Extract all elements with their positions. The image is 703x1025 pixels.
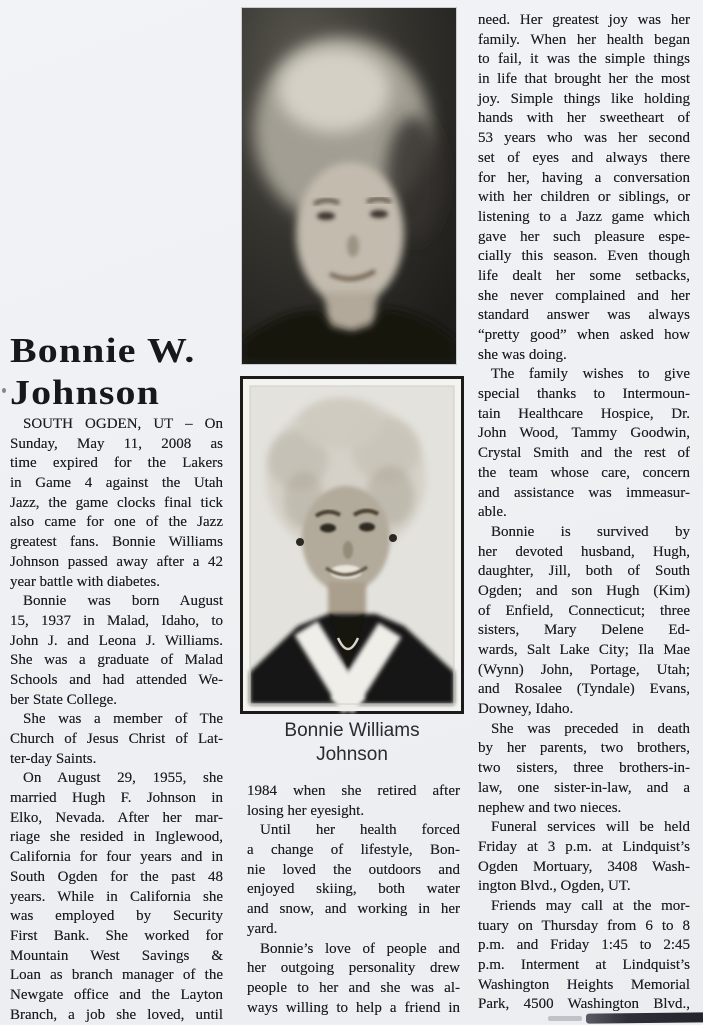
text-line: 1984 when she retired after [247, 783, 460, 799]
left-column-text [10, 415, 223, 1025]
text-line: her outgoing personality drew [247, 960, 460, 977]
text-line: “pretty good” when asked how [478, 327, 690, 343]
text-line: she was doing. [478, 346, 567, 363]
text-line: for her, having a conversation [478, 169, 690, 186]
text-line: family. When her health began [478, 31, 690, 48]
text-line: tuary on Thursday from 6 to 8 [478, 917, 690, 934]
text-line: with her children or siblings, or [478, 189, 690, 206]
photo-caption [238, 719, 466, 766]
text-line: Friends may call at the mor- [491, 897, 690, 914]
paragraph [478, 897, 690, 1015]
portrait-photo-bottom [240, 376, 464, 714]
text-line: greatest fans. Bonnie Williams [10, 534, 223, 551]
text-line: 53 years who was her second [478, 130, 690, 147]
text-line: losing her eyesight. [247, 802, 365, 819]
middle-column-text [247, 782, 460, 1018]
text-line: enjoyed skiing, both water [247, 881, 460, 898]
text-line: Elko, Nevada. After her mar- [10, 809, 223, 826]
text-line: hands with her sweetheart of [478, 110, 690, 127]
text-line: California for four years and in [10, 849, 223, 866]
ink-speck [2, 388, 6, 393]
text-line: was employed by Security [10, 908, 223, 925]
text-line: nephew and two nieces. [478, 799, 622, 816]
text-line: riage she resided in Inglewood, [10, 829, 223, 846]
text-line: On August 29, 1955, she [23, 770, 223, 787]
text-line: Park, 4500 Washington Blvd., [478, 996, 690, 1013]
text-line: in life that brought her the most [478, 71, 690, 88]
text-line: yard. [247, 920, 278, 937]
text-line: Friday at 3 p.m. at Lindquist’s [478, 838, 690, 855]
text-line: Downey, Idaho. [478, 701, 574, 718]
text-line: need. Her greatest joy was her [478, 12, 690, 28]
text-line: Newgate office and the Layton [10, 986, 223, 1003]
text-line: First Bank. She worked for [10, 927, 223, 944]
paragraph [10, 592, 223, 710]
text-line: Church of Jesus Christ of Lat- [10, 731, 223, 747]
text-line: Loan as branch manager of the [10, 967, 223, 984]
text-line: of Enfield, Connecticut; three [478, 602, 690, 619]
text-line: wards, Salt Lake City; Ila Mae [478, 642, 690, 658]
text-line: p.m. and Friday 1:45 to 2:45 [478, 937, 690, 954]
text-line: set of eyes and always there [478, 149, 690, 166]
text-line: two sisters, three brothers-in- [478, 760, 690, 777]
text-line: ter-day Saints. [10, 750, 97, 767]
caption-line-2: Johnson [316, 743, 388, 765]
text-line: years. While in California she [10, 888, 223, 905]
right-column-text [478, 11, 690, 1015]
paragraph [10, 710, 223, 769]
text-line: a change of lifestyle, Bon- [247, 842, 460, 859]
obituary-headline [10, 330, 272, 414]
text-line: nie loved the outdoors and [247, 861, 460, 878]
text-line: life dealt her some setbacks, [478, 267, 690, 284]
text-line: joy. Simple things like holding [478, 90, 690, 107]
text-line: also came for one of the Jazz [10, 514, 223, 531]
text-line: by her parents, two brothers, [478, 740, 690, 757]
text-line: her devoted husband, Hugh, [478, 543, 690, 560]
portrait-photo-top [242, 8, 456, 364]
text-line: daughter, Jill, both of South [478, 563, 690, 580]
text-line: time expired for the Lakers [10, 455, 223, 472]
paragraph [478, 11, 690, 365]
text-line: ber State College. [10, 691, 118, 708]
text-line: Ogden Mortuary, 3408 Wash- [478, 858, 690, 875]
text-line: Ogden; and son Hugh (Kim) [478, 582, 690, 599]
text-line: ways willing to help a friend in [247, 999, 460, 1016]
paragraph [478, 818, 690, 897]
text-line: Until her health forced [260, 822, 460, 839]
text-line: SOUTH OGDEN, UT – On [23, 416, 223, 432]
text-line: John Wood, Tammy Goodwin, [478, 425, 690, 442]
text-line: law, one sister-in-law, and a [478, 779, 690, 796]
text-line: Schools and had attended We- [10, 671, 223, 688]
text-line: She was a member of The [23, 711, 223, 728]
paragraph [247, 940, 460, 1019]
text-line: Sunday, May 11, 2008 as [10, 435, 223, 452]
text-line: Washington Heights Memorial [478, 976, 690, 993]
paragraph [10, 415, 223, 592]
text-line: gave her such pleasure espe- [478, 228, 690, 245]
text-line: Branch, a job she loved, until [10, 1006, 223, 1023]
text-line: year battle with diabetes. [10, 573, 160, 590]
text-line: in Game 4 against the Utah [10, 475, 223, 492]
text-line: standard answer was always [478, 307, 690, 324]
text-line: cially this season. Even though [478, 248, 690, 265]
text-line: tain Healthcare Hospice, Dr. [478, 405, 690, 422]
text-line: able. [478, 504, 507, 521]
text-line: Jazz, the game clocks final tick [10, 494, 223, 511]
text-line: sisters, Mary Delene Ed- [478, 622, 690, 639]
text-line: Funeral services will be held [491, 819, 690, 836]
text-line: p.m. Interment at Lindquist’s [478, 957, 690, 973]
paragraph [10, 769, 223, 1025]
text-line: the team whose care, concern [478, 464, 690, 481]
caption-line-1: Bonnie Williams [284, 720, 420, 741]
headline-line-2: Johnson [10, 373, 160, 412]
text-line: listening to a Jazz game which [478, 208, 690, 225]
paragraph [478, 523, 690, 720]
paragraph [247, 782, 460, 821]
text-line: Mountain West Savings & [10, 947, 223, 964]
headline-line-1: Bonnie W. [10, 331, 196, 370]
text-line: John J. and Leona J. Williams. [10, 632, 223, 649]
text-line: 15, 1937 in Malad, Idaho, to [10, 612, 223, 629]
text-line: and Rosalee (Tyndale) Evans, [478, 681, 690, 698]
scan-artifact-light-dash [548, 1016, 582, 1021]
paragraph [478, 365, 690, 523]
paragraph [247, 821, 460, 939]
text-line: people to her and she was al- [247, 979, 460, 996]
text-line: to fail, it was the simple things [478, 51, 690, 68]
scan-artifact-dark-bar [586, 1012, 703, 1023]
text-line: she never complained and her [478, 287, 690, 304]
text-line: Bonnie’s love of people and [260, 940, 460, 957]
text-line: (Wynn) John, Portage, Utah; [478, 661, 690, 678]
text-line: Crystal Smith and the rest of [478, 445, 690, 462]
text-line: special thanks to Intermoun- [478, 386, 690, 403]
text-line: Bonnie was born August [23, 593, 223, 610]
text-line: South Ogden for the past 48 [10, 868, 223, 885]
paragraph [478, 720, 690, 818]
text-line: married Hugh F. Johnson in [10, 790, 223, 807]
text-line: The family wishes to give [491, 366, 690, 383]
text-line: ington Blvd., Ogden, UT. [478, 878, 631, 895]
text-line: She was a graduate of Malad [10, 652, 223, 669]
text-line: and snow, and working in her [247, 901, 460, 918]
text-line: She was preceded in death [491, 720, 690, 737]
text-line: and assistance was immeasur- [478, 484, 690, 501]
text-line: Johnson passed away after a 42 [10, 553, 223, 570]
text-line: Bonnie is survived by [491, 523, 690, 540]
